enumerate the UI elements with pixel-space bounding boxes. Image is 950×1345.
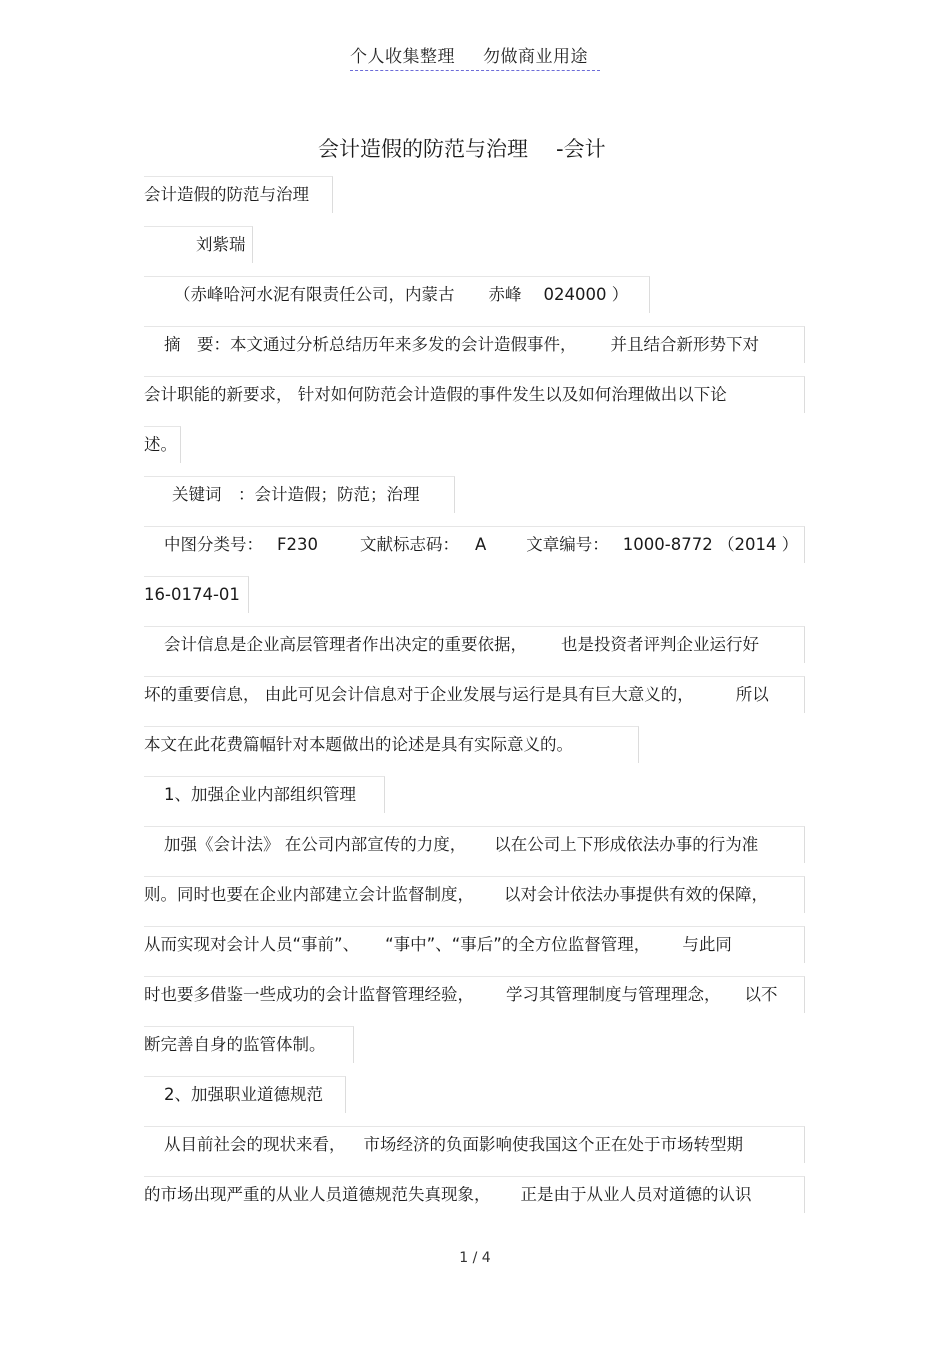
intro-text-2b: 所以 xyxy=(735,685,769,704)
keywords-text: 关键词 ：会计造假；防范；治理 xyxy=(172,485,420,504)
doc-code-value: A xyxy=(474,535,487,554)
para1-text-4b: 学习其管理制度与管理理念， xyxy=(506,985,721,1004)
section-heading-1 xyxy=(144,776,385,813)
para2-text-2a: 的市场出现严重的从业人员道德规范失真现象， xyxy=(144,1185,491,1204)
document-title xyxy=(318,133,606,163)
para1-text-1b: 以在公司上下形成依法办事的行为准 xyxy=(494,835,759,854)
para2-text-1a: 从目前社会的现状来看， xyxy=(164,1135,346,1154)
classification-line xyxy=(144,526,805,563)
intro-text-3: 本文在此花费篇幅针对本题做出的论述是具有实际意义的。 xyxy=(144,735,573,754)
author-name: 刘紫瑞 xyxy=(196,235,246,254)
section-heading-1-text: 1、加强企业内部组织管理 xyxy=(164,785,356,804)
article-no-label: 文章编号： xyxy=(526,535,609,554)
affiliation-line xyxy=(144,276,650,313)
header-text-2: 勿做商业用途 xyxy=(483,47,588,67)
clc-value: F230 xyxy=(277,535,318,554)
affiliation-postcode: 024000 ） xyxy=(543,285,629,304)
header-text-1: 个人收集整理 xyxy=(350,47,455,67)
intro-line-1 xyxy=(144,626,805,663)
title-main: 会计造假的防范与治理 xyxy=(318,137,528,161)
section-heading-2 xyxy=(144,1076,346,1113)
para1-line-5 xyxy=(144,1026,354,1063)
article-no-suffix: 16-0174-01 xyxy=(144,585,240,604)
para2-line-2 xyxy=(144,1176,805,1213)
para1-text-3a: 从而实现对会计人员“事前”、 xyxy=(144,935,360,954)
affiliation-company: （赤峰哈河水泥有限责任公司，内蒙古 xyxy=(174,285,455,304)
para1-line-1 xyxy=(144,826,805,863)
para1-text-4c: 以不 xyxy=(744,985,778,1004)
abstract-text-1a: 摘 要：本文通过分析总结历年来多发的会计造假事件， xyxy=(164,335,577,354)
abstract-text-1b: 并且结合新形势下对 xyxy=(610,335,759,354)
subtitle-text: 会计造假的防范与治理 xyxy=(144,185,309,204)
article-no-value: 1000-8772 （2014 ） xyxy=(622,535,799,554)
author-line xyxy=(144,226,253,263)
keywords-line xyxy=(144,476,455,513)
intro-line-2 xyxy=(144,676,805,713)
para1-text-1a: 加强《会计法》 在公司内部宣传的力度， xyxy=(164,835,467,854)
classification-line-2 xyxy=(144,576,249,613)
page-number: 1 / 4 xyxy=(459,1250,491,1266)
para1-line-3 xyxy=(144,926,805,963)
intro-text-2a: 坏的重要信息， 由此可见会计信息对于企业发展与运行是具有巨大意义的， xyxy=(144,685,694,704)
para1-text-3b: “事中”、“事后”的全方位监督管理， xyxy=(385,935,651,954)
title-suffix: -会计 xyxy=(556,137,606,161)
para1-line-2 xyxy=(144,876,805,913)
intro-text-1b: 也是投资者评判企业运行好 xyxy=(561,635,759,654)
para1-text-5: 断完善自身的监管体制。 xyxy=(144,1035,326,1054)
intro-line-3 xyxy=(144,726,639,763)
clc-label: 中图分类号： xyxy=(164,535,263,554)
affiliation-city: 赤峰 xyxy=(488,285,522,304)
para2-line-1 xyxy=(144,1126,805,1163)
para1-text-4a: 时也要多借鉴一些成功的会计监督管理经验， xyxy=(144,985,474,1004)
abstract-line-1 xyxy=(144,326,805,363)
abstract-line-2 xyxy=(144,376,805,413)
page-header xyxy=(350,42,600,71)
section-heading-2-text: 2、加强职业道德规范 xyxy=(164,1085,323,1104)
para1-line-4 xyxy=(144,976,805,1013)
para2-text-2b: 正是由于从业人员对道德的认识 xyxy=(520,1185,752,1204)
abstract-text-3: 述。 xyxy=(144,435,177,454)
intro-text-1a: 会计信息是企业高层管理者作出决定的重要依据， xyxy=(164,635,527,654)
para1-text-2a: 则。同时也要在企业内部建立会计监督制度， xyxy=(144,885,474,904)
para1-text-2b: 以对会计依法办事提供有效的保障， xyxy=(504,885,768,904)
subtitle xyxy=(144,176,333,213)
para2-text-1b: 市场经济的负面影响使我国这个正在处于市场转型期 xyxy=(363,1135,743,1154)
abstract-line-3 xyxy=(144,426,181,463)
doc-code-label: 文献标志码： xyxy=(359,535,459,554)
abstract-text-2: 会计职能的新要求， 针对如何防范会计造假的事件发生以及如何治理做出以下论 xyxy=(144,385,727,404)
para1-text-3c: 与此同 xyxy=(682,935,732,954)
